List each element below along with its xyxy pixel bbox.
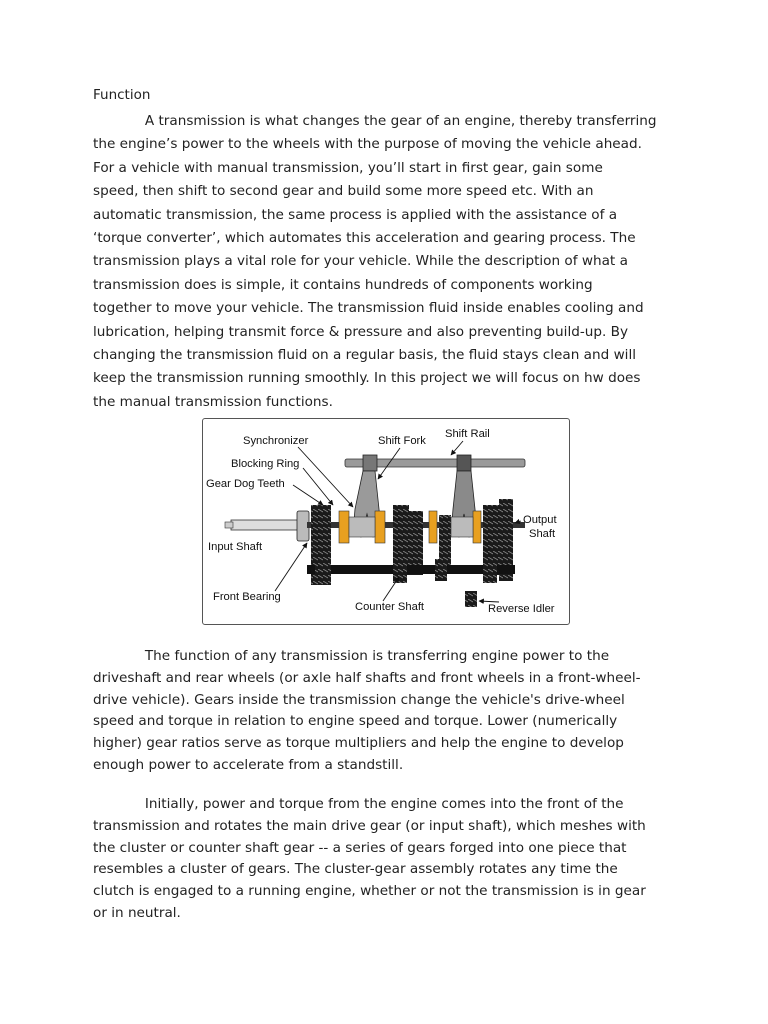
counter-gear <box>393 559 407 583</box>
section-heading: Function <box>93 87 151 103</box>
paragraph-power-flow <box>93 794 683 925</box>
label-shift-rail: Shift Rail <box>445 428 490 440</box>
label-synchronizer: Synchronizer <box>243 435 309 447</box>
counter-gear <box>483 559 497 583</box>
text-line: ‘torque converter’, which automates this acceleration and gearing process. The <box>93 230 636 247</box>
transmission-diagram-svg <box>203 419 569 624</box>
label-blocking-ring: Blocking Ring <box>231 458 300 470</box>
paragraph-intro <box>93 110 683 414</box>
label-gear-dog-teeth: Gear Dog Teeth <box>206 478 285 490</box>
text-line: higher) gear ratios serve as torque multipliers and help the engine to develop <box>93 735 624 752</box>
text-line: the manual transmission functions. <box>93 393 333 410</box>
text-line: clutch is engaged to a running engine, whether or not the transmission is in gear <box>93 883 646 900</box>
text-line: enough power to accelerate from a standstill. <box>93 756 404 773</box>
label-counter-shaft: Counter Shaft <box>355 601 425 613</box>
text-line: transmission and rotates the main drive gear (or input shaft), which meshes with <box>93 817 646 834</box>
text-line: The function of any transmission is transferring engine power to the <box>93 648 610 664</box>
text-line: speed and torque in relation to engine speed and torque. Lower (numerically <box>93 713 618 730</box>
text-line: speed, then shift to second gear and build some more speed etc. With an <box>93 183 594 200</box>
text-line: A transmission is what changes the gear of an engine, thereby transferring <box>93 113 657 129</box>
label-output: Output <box>523 514 557 526</box>
label-input-shaft: Input Shaft <box>208 541 263 553</box>
text-line: Initially, power and torque from the engine comes into the front of the <box>93 796 624 812</box>
text-line: resembles a cluster of gears. The cluster-gear assembly rotates any time the <box>93 861 618 878</box>
text-line: driveshaft and rear wheels (or axle half shafts and front wheels in a front-wheel- <box>93 669 641 686</box>
text-line: transmission plays a vital role for your vehicle. While the description of what a <box>93 253 628 270</box>
label-shift-fork: Shift Fork <box>378 435 426 447</box>
text-line: the engine’s power to the wheels with the purpose of moving the vehicle ahead. <box>93 136 642 153</box>
text-line: transmission does is simple, it contains hundreds of components working <box>93 276 593 293</box>
label-reverse-idler: Reverse Idler <box>488 603 555 615</box>
text-line: changing the transmission fluid on a regular basis, the fluid stays clean and will <box>93 347 637 364</box>
counter-gear <box>435 559 447 581</box>
reverse-idler-gear <box>465 591 477 607</box>
transmission-diagram <box>202 418 570 625</box>
text-line: lubrication, helping transmit force & pressure and also preventing build-up. By <box>93 323 629 340</box>
text-line: For a vehicle with manual transmission, you’ll start in first gear, gain some <box>93 159 603 176</box>
text-line: the cluster or counter shaft gear -- a series of gears forged into one piece that <box>93 839 627 856</box>
label-shaft: Shaft <box>529 528 556 540</box>
text-line: keep the transmission running smoothly. In this project we will focus on hw does <box>93 370 641 387</box>
label-front-bearing: Front Bearing <box>213 591 281 603</box>
text-line: automatic transmission, the same process is applied with the assistance of a <box>93 206 618 223</box>
input-shaft <box>231 520 301 530</box>
text-line: together to move your vehicle. The transmission fluid inside enables cooling and <box>93 300 644 317</box>
counter-gear <box>315 559 331 585</box>
text-line: or in neutral. <box>93 904 181 921</box>
text-line: drive vehicle). Gears inside the transmission change the vehicle's drive-wheel <box>93 691 625 708</box>
paragraph-function <box>93 646 683 777</box>
